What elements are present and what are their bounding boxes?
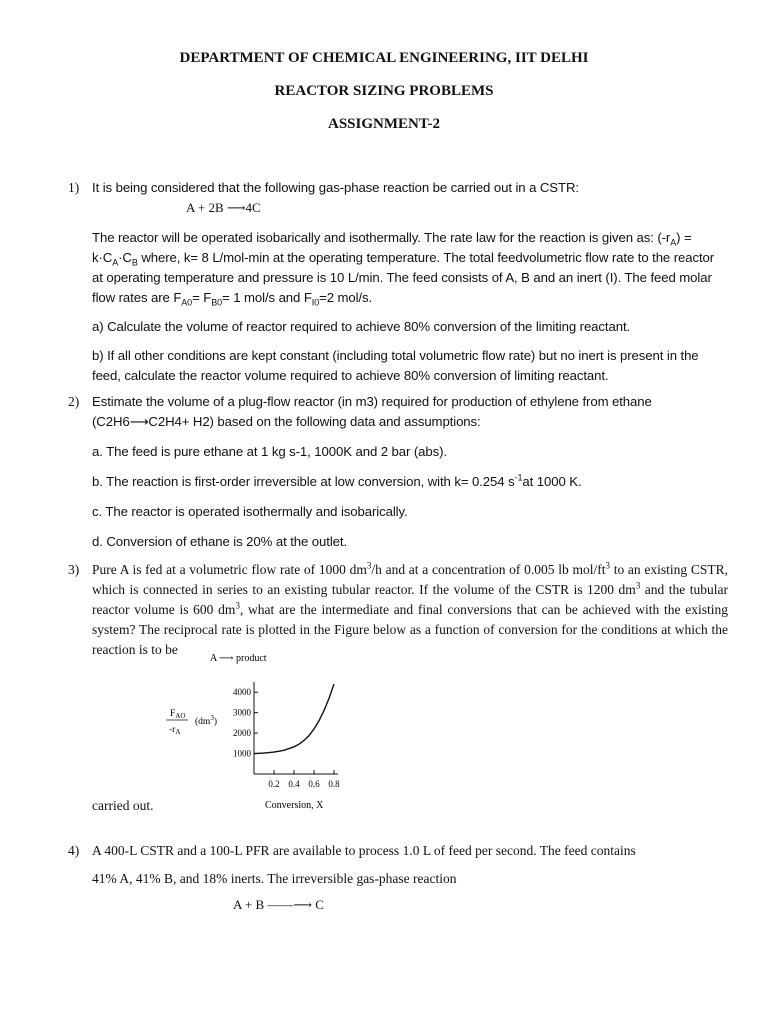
question-1 [68, 178, 728, 386]
svg-text:(dm3): $(dm^3)$ [195, 714, 217, 727]
question-1-part-b: b) If all other conditions are kept constant (including total volumetric flow rate) but no inert is present in the feed, calculate the reactor volume required to achieve 80% conversion of limiting reactant. [92, 348, 699, 383]
y-tick-label: 2000 [233, 728, 251, 739]
question-1-intro: It is being considered that the following gas-phase reaction be carried out in a CSTR: [92, 180, 579, 195]
question-number: 4) [68, 843, 80, 858]
x-tick-label: 0.8 [328, 779, 340, 789]
question-number: 3) [68, 562, 80, 577]
question-2-assumption-c: c. The reactor is operated isothermally and isobarically. [92, 504, 408, 519]
question-3-tail-text: carried out. [92, 798, 154, 813]
question-2-assumption-a: a. The feed is pure ethane at 1 kg s-1, 1000K and 2 bar (abs). [92, 444, 447, 459]
y-tick-label: 1000 [233, 748, 251, 759]
question-number: 2) [68, 394, 80, 409]
x-tick-label: 0.4 [288, 779, 300, 789]
y-tick-label: 4000 [233, 687, 251, 698]
svg-text:FAO: $F_{AO}$ [170, 709, 186, 720]
question-1-reaction: A + 2B ⟶4C [186, 200, 261, 215]
series-line [254, 684, 334, 754]
chart-title: A ⟶ product [210, 653, 267, 664]
question-2-assumption-b: b. The reaction is first-order irreversible at low conversion, with k= 0.254 $s^{-1}at$ 1000 K. [92, 472, 582, 489]
subject-heading: REACTOR SIZING PROBLEMS [274, 83, 494, 99]
x-tick-label: 0.6 [308, 779, 320, 789]
question-4-line-2: 41% A, 41% B, and 18% inerts. The irreversible gas-phase reaction [92, 871, 457, 886]
question-3 [68, 560, 728, 660]
question-2 [68, 392, 728, 552]
question-4-reaction: A + B ——⟶ C [233, 897, 324, 912]
question-2-assumption-d: d. Conversion of ethane is 20% at the outlet. [92, 534, 348, 549]
reciprocal-rate-chart [160, 652, 360, 814]
question-number: 1) [68, 180, 80, 195]
question-4-line-1: A 400-L CSTR and a 100-L PFR are available to process 1.0 L of feed per second. The feed contains [92, 843, 636, 858]
question-2-intro: Estimate the volume of a plug-flow reactor (in m3) required for production of ethylene from ethane (C2H6⟶C2H4+ H2) based on the following data and assumptions: [92, 394, 652, 429]
x-axis-label: Conversion, X [265, 800, 324, 811]
svg-text:-rA: $-r_A$ [169, 725, 181, 736]
x-tick-label: 0.2 [268, 779, 280, 789]
question-3-text: Pure A is fed at a volumetric flow rate of 1000 $dm^3/h$ and at a concentration of 0.005 lb mol/$ft^3$ to an existing CSTR, which is connected in series to an existing tubular reactor. If the volume of the CSTR is 1200 $dm^3$ and the tubular reactor volume is 600 $dm^3$, what are the intermediate and final conversions that can be achieved with the existing system? The reciprocal rate is plotted in the Figure below as a function of conversion for the conditions at which the reaction is to be [92, 560, 729, 657]
y-tick-label: 3000 [233, 707, 251, 718]
question-1-part-a: a) Calculate the volume of reactor required to achieve 80% conversion of the limiting reactant. [92, 319, 631, 334]
assignment-heading: ASSIGNMENT-2 [328, 116, 440, 132]
question-4 [68, 841, 728, 915]
reciprocal-rate-figure [160, 652, 360, 814]
question-1-rate-law-paragraph: The reactor will be operated isobarically and isothermally. The rate law for the reaction is given as: $(-r_A) = k\cdot C_A\cdot C_B$ where, k= 8 L/mol-min at the operating temperature. The total feedvolumetric flow rate to the reactor at operating temperature and pressure is 10 L/min. The feed consists of A, B and an inert (I). The feed molar flow rates are $F_{A0}= F_{B0}= 1$ mol/s and $F_{I0}=2$ mol/s. [92, 230, 715, 308]
department-heading: DEPARTMENT OF CHEMICAL ENGINEERING, IIT DELHI [179, 50, 589, 66]
y-axis-label [166, 709, 217, 736]
